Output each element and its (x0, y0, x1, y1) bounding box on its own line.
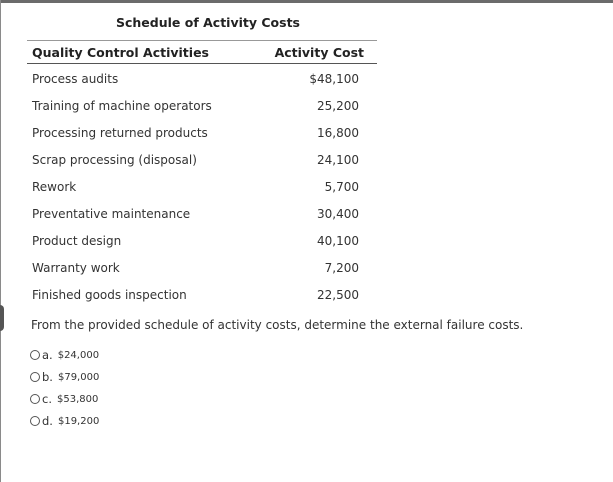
window-left-border (0, 0, 1, 482)
radio-button-icon[interactable] (30, 350, 40, 360)
option-letter: c. (42, 392, 52, 406)
activity-name: Finished goods inspection (32, 288, 187, 302)
side-tab-handle (0, 305, 4, 331)
activity-name: Process audits (32, 72, 119, 86)
table-row (27, 280, 377, 307)
option-value: $53,800 (56, 393, 99, 405)
radio-button-icon[interactable] (30, 372, 40, 382)
activity-cost: 24,100 (317, 153, 359, 167)
activity-name: Scrap processing (disposal) (32, 153, 197, 167)
activity-cost: 25,200 (317, 99, 359, 113)
table-header (27, 40, 377, 64)
activity-name: Processing returned products (32, 126, 208, 140)
window-top-border (0, 0, 613, 3)
option-letter: a. (42, 348, 53, 362)
table-title: Schedule of Activity Costs (116, 15, 300, 30)
activity-cost: 40,100 (317, 234, 359, 248)
activity-cost: 30,400 (317, 207, 359, 221)
table-row (27, 253, 377, 280)
option-c[interactable] (30, 388, 99, 410)
table-row (27, 118, 377, 145)
activity-cost: $48,100 (309, 72, 359, 86)
option-value: $24,000 (57, 349, 100, 361)
table-row (27, 199, 377, 226)
option-a[interactable] (30, 344, 99, 366)
activity-cost: 5,700 (324, 180, 359, 194)
activity-cost: 7,200 (324, 261, 359, 275)
activity-cost: 22,500 (317, 288, 359, 302)
option-value: $79,000 (57, 371, 100, 383)
table-row (27, 172, 377, 199)
table-row (27, 64, 377, 91)
activity-name: Rework (32, 180, 77, 194)
table-row (27, 91, 377, 118)
activity-cost: 16,800 (317, 126, 359, 140)
radio-button-icon[interactable] (30, 416, 40, 426)
radio-button-icon[interactable] (30, 394, 40, 404)
header-activity: Quality Control Activities (32, 45, 209, 60)
activity-name: Warranty work (32, 261, 120, 275)
option-b[interactable] (30, 366, 99, 388)
activity-name: Training of machine operators (32, 99, 212, 113)
table-row (27, 145, 377, 172)
header-cost: Activity Cost (274, 45, 364, 60)
question-text: From the provided schedule of activity costs, determine the external failure costs. (31, 318, 524, 332)
option-d[interactable] (30, 410, 99, 432)
activity-name: Product design (32, 234, 122, 248)
option-letter: b. (42, 370, 53, 384)
option-value: $19,200 (57, 415, 100, 427)
activity-name: Preventative maintenance (32, 207, 191, 221)
table-row (27, 226, 377, 253)
answer-options (30, 344, 99, 432)
table-body (27, 64, 377, 307)
option-letter: d. (42, 414, 53, 428)
